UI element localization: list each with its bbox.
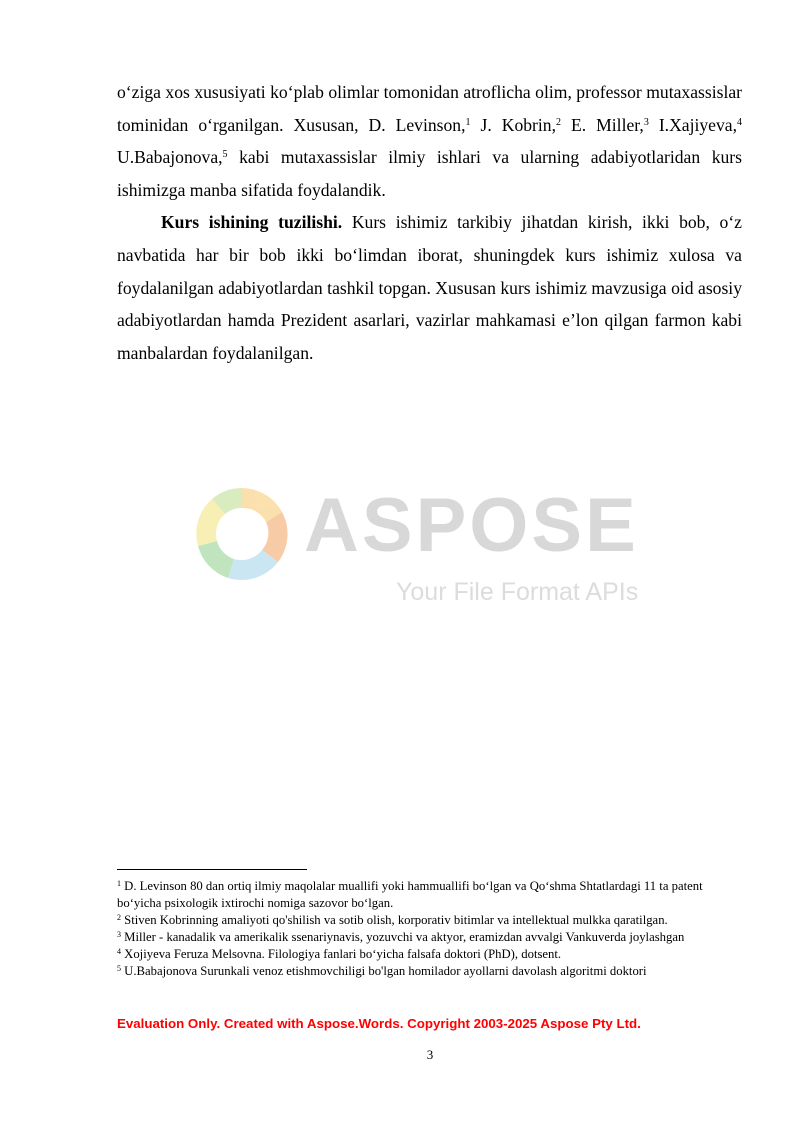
text-segment: J. Kobrin, (470, 114, 556, 135)
footnote-item (117, 912, 747, 929)
page-number: 3 (426, 1047, 434, 1062)
footnote-item (117, 946, 747, 963)
footnotes (117, 878, 747, 980)
paragraph-structure (117, 206, 742, 369)
footnote-item (117, 963, 747, 980)
watermark-word: ASPOSE (304, 483, 639, 568)
footnote-number: 5 (117, 964, 121, 973)
footnote-number: 2 (117, 913, 121, 922)
text-segment: U.Babajonova, (117, 147, 223, 168)
footnote-ref[interactable]: 1 (465, 116, 471, 128)
aspose-logo-icon (190, 482, 294, 586)
aspose-watermark (190, 480, 690, 620)
text-segment: o‘ziga xos xususiyati ko‘plab olimlar tomonidan atroflicha olim, professor mutaxassislar tominidan o‘rganilgan. Xususan, D. Levinson, (117, 82, 742, 135)
text-segment: I.Xajiyeva, (648, 114, 737, 135)
footnote-text: U.Babajonova Surunkali venoz etishmovchiligi bo'lgan homilador ayollarni davolash algoritmi doktori (121, 964, 647, 978)
footnote-number: 4 (117, 947, 121, 956)
footnote-item (117, 929, 747, 946)
footnote-ref[interactable]: 3 (643, 116, 649, 128)
text-segment: E. Miller, (561, 114, 644, 135)
footnote-item (117, 878, 747, 912)
footnote-separator (117, 869, 307, 870)
footnote-text: D. Levinson 80 dan ortiq ilmiy maqolalar muallifi yoki hammuallifi bo‘lgan va Qo‘shma Shtatlardagi 11 ta patent bo‘yicha psixologik ixtirochi nomiga sazovor bo‘lgan. (117, 879, 703, 910)
footnote-ref[interactable]: 5 (222, 149, 228, 161)
footnote-number: 1 (117, 879, 121, 888)
footnote-ref[interactable]: 2 (556, 116, 561, 128)
text-segment: Kurs ishimiz tarkibiy jihatdan kirish, ikki bob, o‘z navbatida har bir bob ikki bo‘limdan iborat, shuningdek kurs ishimiz xulosa va foydalanilgan adabiyotlardan tashkil topgan. Xususan kurs ishimiz mavzusiga oid asosiy adabiyotlardan hamda Prezident asarlari, vazirlar mahkamasi e’lon qilgan farmon kabi manbalardan foydalanilgan. (117, 212, 742, 363)
body-text (117, 76, 742, 369)
footnote-text: Xojiyeva Feruza Melsovna. Filologiya fanlari bo‘yicha falsafa doktori (PhD), dotsent. (121, 947, 562, 961)
footnote-ref[interactable]: 4 (737, 116, 742, 128)
watermark-tagline: Your File Format APIs (396, 578, 639, 606)
footnote-number: 3 (117, 930, 121, 939)
text-segment: kabi mutaxassislar ilmiy ishlari va ularning adabiyotlaridan kurs ishimizga manba sifatida foydalandik. (117, 147, 742, 200)
footnote-text: Stiven Kobrinning amaliyoti qo'shilish va sotib olish, korporativ bitimlar va intellektual mulkka qaratilgan. (121, 913, 668, 927)
footnote-text: Miller - kanadalik va amerikalik ssenariynavis, yozuvchi va aktyor, eramizdan avvalgi Vankuverda joylashgan (121, 930, 685, 944)
evaluation-notice: Evaluation Only. Created with Aspose.Words. Copyright 2003-2025 Aspose Pty Ltd. (117, 1016, 641, 1031)
paragraph-sources (117, 76, 742, 206)
paragraph-heading: Kurs ishining tuzilishi. (161, 212, 343, 233)
